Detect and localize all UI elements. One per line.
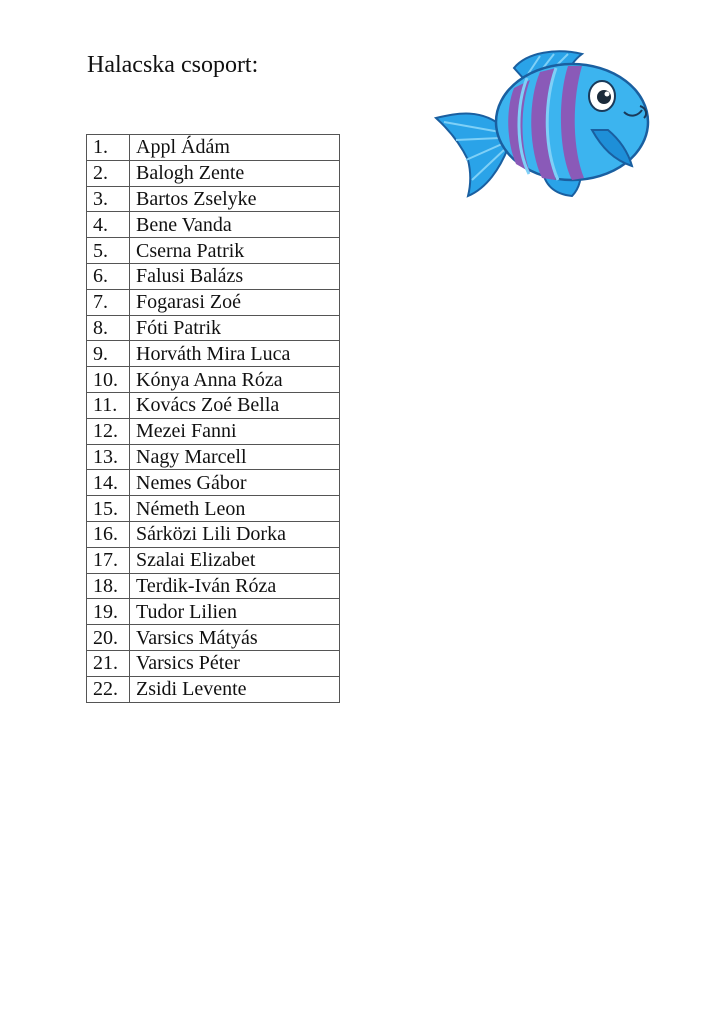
- fish-icon: [432, 48, 654, 198]
- table-row: [87, 573, 340, 599]
- student-name: Nagy Marcell: [130, 444, 340, 470]
- student-name: Bene Vanda: [130, 212, 340, 238]
- table-row: [87, 625, 340, 651]
- student-name: Kovács Zoé Bella: [130, 392, 340, 418]
- row-number: 15.: [87, 496, 130, 522]
- row-number: 11.: [87, 392, 130, 418]
- table-row: [87, 186, 340, 212]
- row-number: 19.: [87, 599, 130, 625]
- table-row: [87, 135, 340, 161]
- page-title: Halacska csoport:: [87, 52, 259, 78]
- student-name: Mezei Fanni: [130, 418, 340, 444]
- student-name: Appl Ádám: [130, 135, 340, 161]
- table-row: [87, 212, 340, 238]
- table-row: [87, 160, 340, 186]
- row-number: 2.: [87, 160, 130, 186]
- row-number: 17.: [87, 547, 130, 573]
- student-name: Cserna Patrik: [130, 238, 340, 264]
- row-number: 18.: [87, 573, 130, 599]
- table-row: [87, 418, 340, 444]
- student-name: Kónya Anna Róza: [130, 367, 340, 393]
- table-row: [87, 599, 340, 625]
- student-name: Horváth Mira Luca: [130, 341, 340, 367]
- student-list-body: [87, 135, 340, 703]
- row-number: 13.: [87, 444, 130, 470]
- table-row: [87, 676, 340, 702]
- table-row: [87, 547, 340, 573]
- row-number: 8.: [87, 315, 130, 341]
- student-name: Fóti Patrik: [130, 315, 340, 341]
- student-name: Nemes Gábor: [130, 470, 340, 496]
- row-number: 16.: [87, 521, 130, 547]
- student-name: Szalai Elizabet: [130, 547, 340, 573]
- row-number: 9.: [87, 341, 130, 367]
- row-number: 1.: [87, 135, 130, 161]
- student-name: Sárközi Lili Dorka: [130, 521, 340, 547]
- row-number: 3.: [87, 186, 130, 212]
- row-number: 6.: [87, 263, 130, 289]
- student-name: Tudor Lilien: [130, 599, 340, 625]
- student-name: Zsidi Levente: [130, 676, 340, 702]
- student-name: Bartos Zselyke: [130, 186, 340, 212]
- row-number: 20.: [87, 625, 130, 651]
- row-number: 7.: [87, 289, 130, 315]
- row-number: 22.: [87, 676, 130, 702]
- row-number: 14.: [87, 470, 130, 496]
- table-row: [87, 289, 340, 315]
- student-name: Fogarasi Zoé: [130, 289, 340, 315]
- table-row: [87, 367, 340, 393]
- table-row: [87, 263, 340, 289]
- table-row: [87, 470, 340, 496]
- table-row: [87, 341, 340, 367]
- table-row: [87, 496, 340, 522]
- row-number: 4.: [87, 212, 130, 238]
- student-name: Varsics Péter: [130, 650, 340, 676]
- table-row: [87, 444, 340, 470]
- student-name: Varsics Mátyás: [130, 625, 340, 651]
- row-number: 12.: [87, 418, 130, 444]
- row-number: 5.: [87, 238, 130, 264]
- row-number: 21.: [87, 650, 130, 676]
- student-name: Terdik-Iván Róza: [130, 573, 340, 599]
- table-row: [87, 650, 340, 676]
- student-list-table: [86, 134, 340, 703]
- table-row: [87, 238, 340, 264]
- student-name: Németh Leon: [130, 496, 340, 522]
- table-row: [87, 521, 340, 547]
- table-row: [87, 315, 340, 341]
- table-row: [87, 392, 340, 418]
- student-name: Balogh Zente: [130, 160, 340, 186]
- student-name: Falusi Balázs: [130, 263, 340, 289]
- row-number: 10.: [87, 367, 130, 393]
